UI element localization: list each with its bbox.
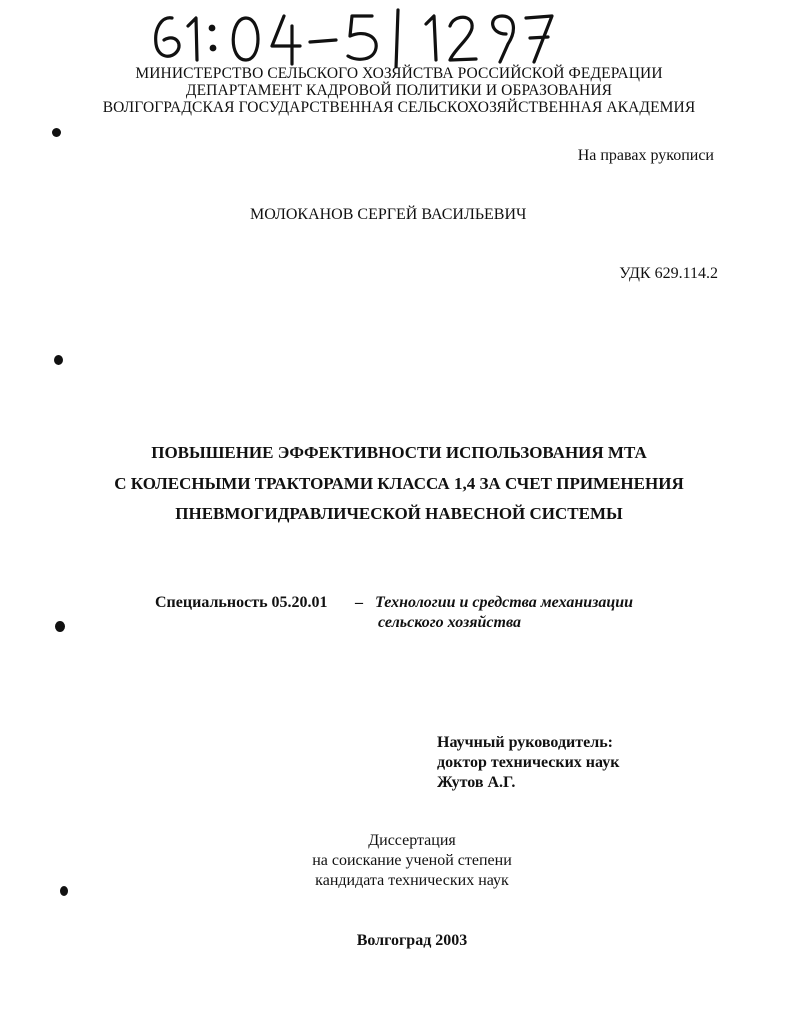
author-name: МОЛОКАНОВ СЕРГЕЙ ВАСИЛЬЕВИЧ bbox=[250, 206, 527, 223]
rights-note: На правах рукописи bbox=[577, 147, 714, 164]
binding-hole-mark bbox=[54, 355, 63, 365]
binding-hole-mark bbox=[52, 128, 61, 137]
binding-hole-mark bbox=[60, 886, 68, 896]
specialty-dash: – bbox=[355, 594, 363, 611]
title-line-2: С КОЛЕСНЫМИ ТРАКТОРАМИ КЛАССА 1,4 ЗА СЧЕТ ПРИМЕНЕНИЯ bbox=[114, 474, 684, 493]
header-department: ДЕПАРТАМЕНТ КАДРОВОЙ ПОЛИТИКИ И ОБРАЗОВАНИЯ bbox=[185, 82, 613, 99]
dissertation-line-3: кандидата технических наук bbox=[315, 872, 509, 889]
binding-hole-mark bbox=[55, 621, 65, 632]
supervisor-role: Научный руководитель: bbox=[437, 734, 613, 751]
header-academy: ВОЛГОГРАДСКАЯ ГОСУДАРСТВЕННАЯ СЕЛЬСКОХОЗЯЙСТВЕННАЯ АКАДЕМИЯ bbox=[102, 99, 696, 116]
dissertation-line-1: Диссертация bbox=[368, 832, 456, 849]
handwritten-archive-code bbox=[150, 4, 650, 68]
dissertation-line-2: на соискание ученой степени bbox=[312, 852, 512, 869]
specialty-label: Специальность 05.20.01 bbox=[155, 594, 328, 611]
specialty-name-line-1: Технологии и средства механизации bbox=[375, 594, 634, 611]
handwritten-code-strokes bbox=[150, 4, 650, 68]
header-ministry: МИНИСТЕРСТВО СЕЛЬСКОГО ХОЗЯЙСТВА РОССИЙСКОЙ ФЕДЕРАЦИИ bbox=[135, 65, 663, 82]
supervisor-degree: доктор технических наук bbox=[437, 754, 620, 771]
title-line-3: ПНЕВМОГИДРАВЛИЧЕСКОЙ НАВЕСНОЙ СИСТЕМЫ bbox=[175, 504, 623, 523]
supervisor-name: Жутов А.Г. bbox=[437, 774, 516, 791]
specialty-name-line-2: сельского хозяйства bbox=[378, 614, 521, 631]
udc-code: УДК 629.114.2 bbox=[619, 265, 718, 282]
place-year: Волгоград 2003 bbox=[356, 932, 468, 949]
title-line-1: ПОВЫШЕНИЕ ЭФФЕКТИВНОСТИ ИСПОЛЬЗОВАНИЯ МТА bbox=[151, 443, 647, 462]
